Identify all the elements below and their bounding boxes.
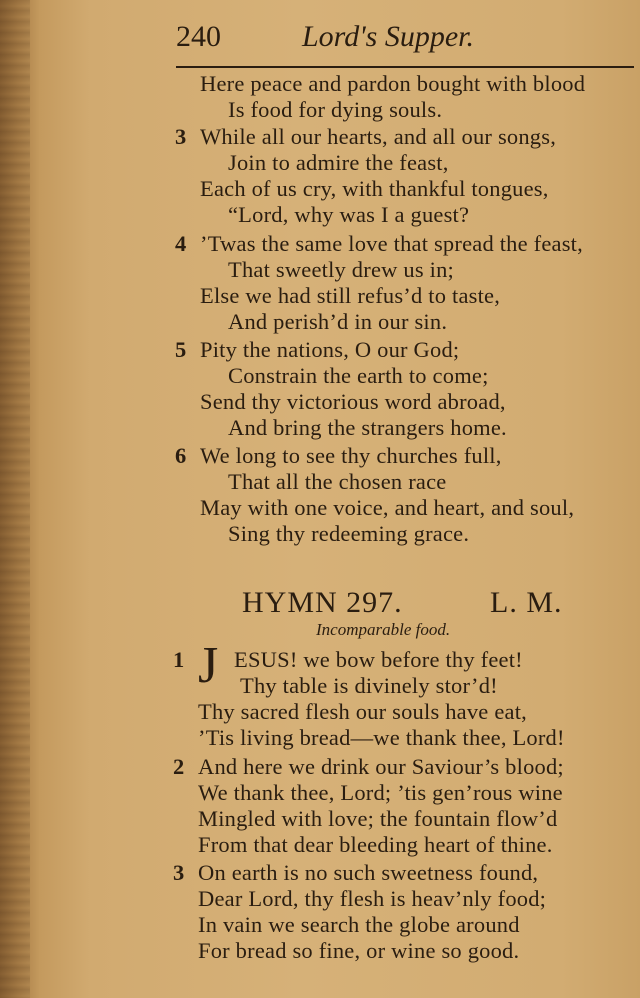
verse-line: May with one voice, and heart, and soul, [200,495,575,520]
verse-line: Else we had still refus’d to taste, [200,283,501,308]
verse-number: 5 [175,337,187,362]
verse-line: Join to admire the feast, [228,150,449,175]
verse-line: “Lord, why was I a guest? [228,202,470,227]
verse-number: 2 [173,754,185,779]
running-title: Lord's Supper. [302,20,475,53]
verse-number: 3 [173,860,185,885]
verse-line: Sing thy redeeming grace. [228,521,470,546]
header-rule [176,66,634,68]
verse-line: While all our hearts, and all our songs, [200,124,557,149]
verse-line: In vain we search the globe around [198,912,520,937]
hymn-subtitle: Incomparable food. [316,620,451,639]
verse-line: Constrain the earth to come; [228,363,489,388]
verse-line: Each of us cry, with thankful tongues, [200,176,549,201]
verse-line: On earth is no such sweetness found, [198,860,539,885]
drop-cap: J [198,637,219,694]
verse-line: Here peace and pardon bought with blood [200,71,586,96]
verse-number: 4 [175,231,187,256]
verse-line: Is food for dying souls. [228,97,443,122]
verse-number: 1 [173,647,185,672]
verse-line: We thank thee, Lord; ’tis gen’rous wine [198,780,563,805]
verse-line: For bread so fine, or wine so good. [198,938,520,963]
hymn-meter: L. M. [490,586,563,619]
verse-number: 6 [175,443,187,468]
verse-line: Thy sacred flesh our souls have eat, [198,699,527,724]
verse-line: Dear Lord, thy flesh is heav’nly food; [198,886,547,911]
page-header [176,20,640,60]
verse-line: That all the chosen race [228,469,447,494]
page-number: 240 [176,20,221,53]
verse-line: ESUS! we bow before thy feet! [234,647,523,672]
verse-line: From that dear bleeding heart of thine. [198,832,553,857]
verse-line: ’Twas the same love that spread the feast, [200,231,583,256]
verse-line: And bring the strangers home. [228,415,507,440]
verse-number: 3 [175,124,187,149]
verse-line: Mingled with love; the fountain flow’d [198,806,558,831]
verse-line: Pity the nations, O our God; [200,337,460,362]
verse-line: Send thy victorious word abroad, [200,389,506,414]
page-gutter-shadow [0,0,30,998]
verse-line: ’Tis living bread—we thank thee, Lord! [198,725,565,750]
verse-line: That sweetly drew us in; [228,257,454,282]
verse-line: And here we drink our Saviour’s blood; [198,754,564,779]
verse-line: Thy table is divinely stor’d! [240,673,498,698]
verse-line: We long to see thy churches full, [200,443,502,468]
hymn-title: HYMN 297. [242,586,403,619]
verse-line: And perish’d in our sin. [228,309,448,334]
